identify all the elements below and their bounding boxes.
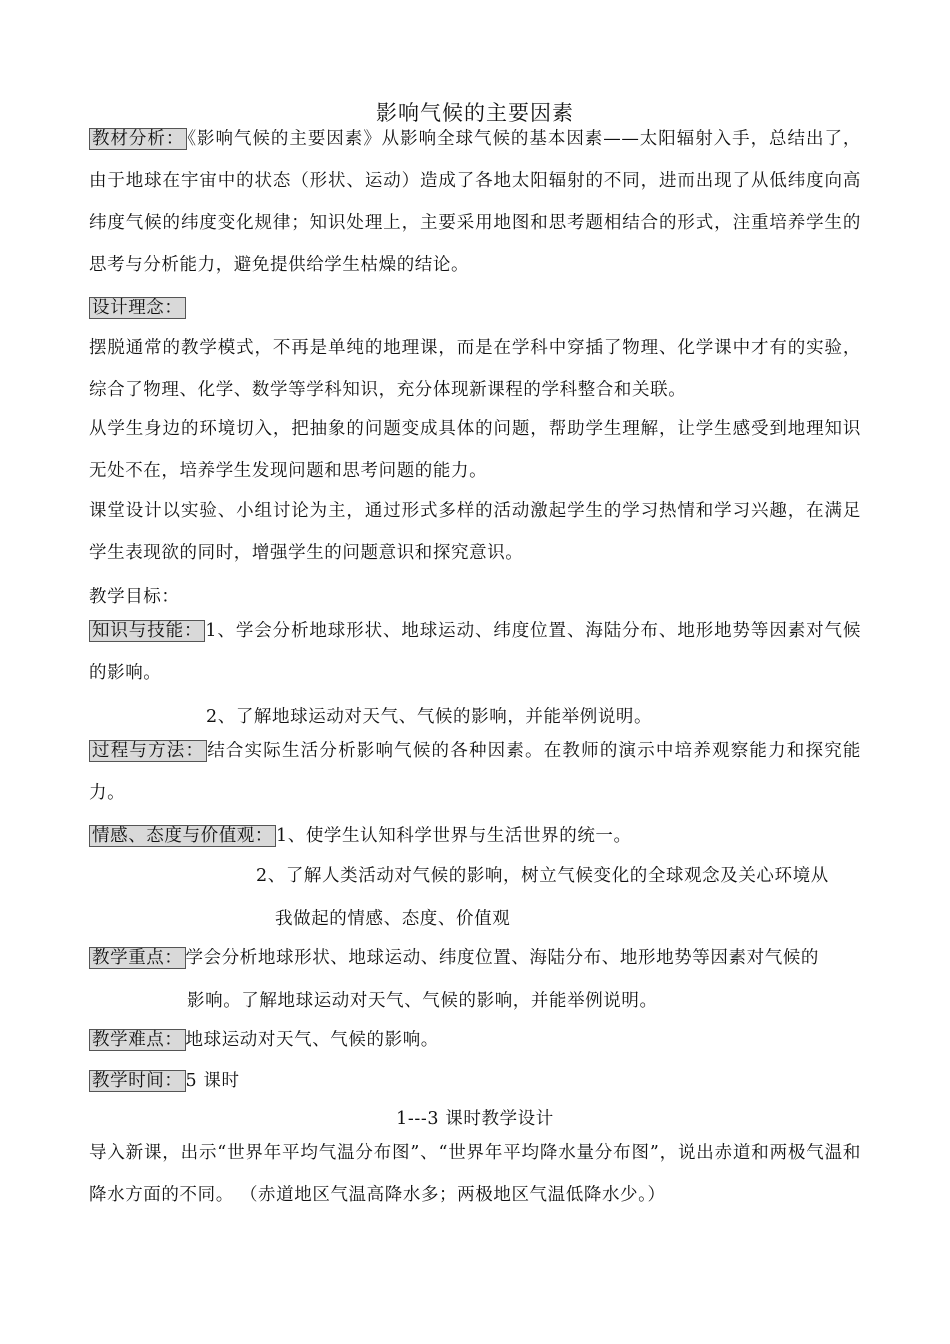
difficulty-label: 教学难点：	[89, 1029, 186, 1051]
knowledge-paragraph	[89, 610, 861, 694]
knowledge-label: 知识与技能：	[89, 620, 205, 642]
focus-line-1: 学会分析地球形状、地球运动、纬度位置、海陆分布、地形地势等因素对气候的	[185, 948, 819, 968]
focus-line-2: 影响。了解地球运动对天气、气候的影响，并能举例说明。	[187, 991, 658, 1011]
design-paragraph-2: 从学生身边的环境切入，把抽象的问题变成具体的问题，帮助学生理解，让学生感受到地理知识无处不在，培养学生发现问题和思考问题的能力。	[89, 419, 861, 481]
focus-label: 教学重点：	[89, 947, 186, 969]
analysis-label: 教材分析：	[89, 128, 187, 150]
attitude-label: 情感、态度与价值观：	[89, 825, 276, 847]
attitude-item-1: 1、使学生认知科学世界与生活世界的统一。	[276, 826, 632, 846]
difficulty-row	[89, 1026, 439, 1051]
design-heading	[89, 294, 186, 319]
attitude-row	[89, 822, 632, 847]
knowledge-item-1: 1、学会分析地球形状、地球运动、纬度位置、海陆分布、地形地势等因素对气候的影响。	[89, 621, 861, 683]
difficulty-text: 地球运动对天气、气候的影响。	[185, 1030, 439, 1050]
document-title: 影响气候的主要因素	[376, 101, 574, 125]
design-label: 设计理念：	[89, 297, 186, 319]
section-title: 1---3 课时教学设计	[396, 1109, 554, 1129]
design-paragraph-3: 课堂设计以实验、小组讨论为主，通过形式多样的活动激起学生的学习热情和学习兴趣，在满足学生表现欲的同时，增强学生的问题意识和探究意识。	[89, 501, 861, 563]
analysis-paragraph	[89, 118, 861, 286]
attitude-item-2-line-2: 我做起的情感、态度、价值观	[275, 909, 511, 929]
goals-heading: 教学目标：	[89, 587, 180, 607]
intro-paragraph: 导入新课，出示“世界年平均气温分布图”、“世界年平均降水量分布图”，说出赤道和两极气温和降水方面的不同。 （赤道地区气温高降水多；两极地区气温低降水少。）	[89, 1143, 861, 1205]
time-label: 教学时间：	[89, 1070, 186, 1092]
time-text: 5 课时	[185, 1071, 240, 1091]
analysis-text: 《影响气候的主要因素》从影响全球气候的基本因素——太阳辐射入手，总结出了，由于地球在宇宙中的状态（形状、运动）造成了各地太阳辐射的不同，进而出现了从低纬度向高纬度气候的纬度变化规律；知识处理上，主要采用地图和思考题相结合的形式，注重培养学生的思考与分析能力，避免提供给学生枯燥的结论。	[89, 129, 862, 275]
process-text: 结合实际生活分析影响气候的各种因素。在教师的演示中培养观察能力和探究能力。	[89, 741, 861, 803]
attitude-item-2-line-1: 2、了解人类活动对气候的影响，树立气候变化的全球观念及关心环境从	[256, 866, 829, 886]
knowledge-item-2: 2、了解地球运动对天气、气候的影响，并能举例说明。	[206, 707, 653, 727]
focus-row	[89, 944, 819, 969]
design-paragraph-1: 摆脱通常的教学模式，不再是单纯的地理课，而是在学科中穿插了物理、化学课中才有的实验，综合了物理、化学、数学等学科知识，充分体现新课程的学科整合和关联。	[89, 338, 861, 400]
time-row	[89, 1067, 240, 1092]
process-paragraph	[89, 730, 861, 814]
process-label: 过程与方法：	[89, 740, 207, 762]
